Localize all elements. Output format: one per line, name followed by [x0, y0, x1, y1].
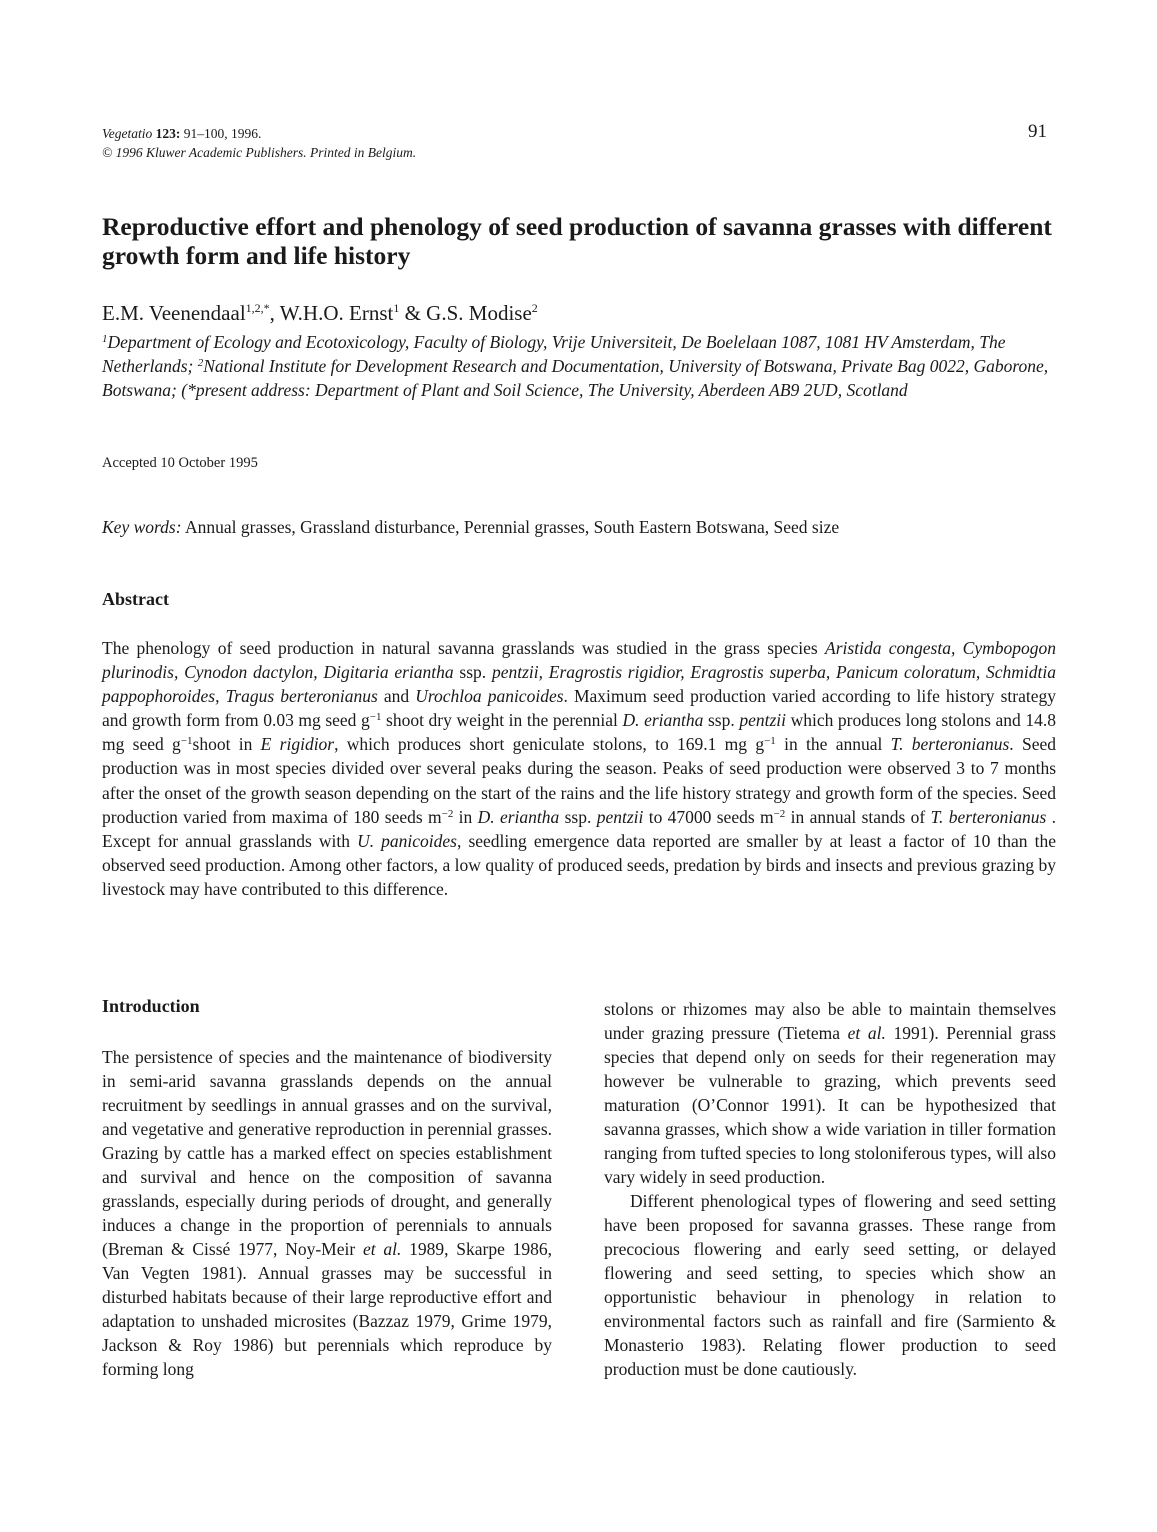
- journal-citation: [102, 124, 416, 162]
- introduction-heading: Introduction: [102, 996, 200, 1016]
- species-name: pentzii, Eragrostis rigidior, Eragrostis superba, Panicum coloratum, Schmidtia pappophoroides, Tragus berteronianus: [102, 662, 1057, 707]
- affiliations: [102, 330, 1060, 402]
- keywords-label: Key words:: [102, 517, 182, 537]
- copyright-line: © 1996 Kluwer Academic Publishers. Printed in Belgium.: [102, 145, 417, 160]
- affil-2: National Institute for Development Research and Documentation, University of Botswana, Private Bag 0022, Gaborone, Botswana; (*present address: Department of Plant and Soil Science, The University, Aberdeen AB9 2UD, Scotland: [102, 356, 1049, 400]
- journal-pages-year: 91–100, 1996.: [180, 126, 262, 141]
- unit-exponent: −1: [369, 711, 382, 724]
- journal-volume: 123:: [155, 126, 181, 141]
- abstract-text: . Maximum seed production varied according to life history strategy and growth form from 0.03 mg seed g: [102, 686, 1057, 731]
- unit-exponent: −1: [764, 735, 776, 748]
- abstract-text: , which produces short geniculate stolons, to 169.1 mg g: [334, 734, 765, 755]
- accepted-date: Accepted 10 October 1995: [102, 455, 258, 471]
- author-1-sup: 1,2,*: [245, 301, 270, 315]
- unit-exponent: −2: [441, 807, 454, 820]
- citation-line: [102, 124, 416, 143]
- affil-1: Department of Ecology and Ecotoxicology, Faculty of Biology, Vrije Universiteit, De Boelelaan 1087, 1081 HV Amsterdam, The Netherlands;: [102, 332, 1006, 376]
- intro-paragraph: Different phenological types of flowering and seed setting have been proposed for savanna grasses. These range from precocious flowering and early seed setting, or delayed flowering and seed setting, to species which show an opportunistic behaviour in phenology in relation to environmental factors such as rainfall and fire (Sarmiento & Monasterio 1983). Relating flower production to seed production must be done cautiously.: [604, 1191, 1056, 1379]
- species-name: pentzii: [596, 806, 644, 827]
- abstract-text: shoot in: [192, 734, 261, 755]
- page-number: 91: [1028, 121, 1047, 142]
- unit-exponent: −2: [773, 807, 786, 820]
- abstract-text: The phenology of seed production in natural savanna grasslands was studied in the grass species: [102, 638, 826, 658]
- author-1: E.M. Veenendaal: [102, 301, 246, 325]
- keywords-text: Annual grasses, Grassland disturbance, Perennial grasses, South Eastern Botswana, Seed size: [181, 517, 840, 537]
- abstract-text: . Seed production was in most species divided over several peaks during the season. Peaks of seed production were observed 3 to 7 months after the onset of the growth season depending on the start of the rains and the life history strategy and growth form of the species. Seed production varied from maxima of 180 seeds m: [102, 734, 1056, 827]
- abstract-heading: Abstract: [102, 589, 169, 609]
- affil-sup-1: 1: [102, 333, 108, 345]
- abstract-body: [102, 636, 1056, 901]
- abstract-text: in the annual: [775, 734, 891, 755]
- species-name: pentzii: [739, 710, 786, 731]
- keywords: [102, 517, 839, 538]
- intro-text: The persistence of species and the maintenance of biodiversity in semi-arid savanna grasslands depends on the annual recruitment by seedlings in annual grasses and on the survival, and vegetative and generative reproduction in perennial grasses. Grazing by cattle has a marked effect on species establishment and survival and hence on the composition of savanna grasslands, especially during periods of drought, and generally induces a change in the proportion of perennials to annuals (Breman & Cissé 1977, Noy-Meir: [102, 1047, 552, 1259]
- unit-exponent: −1: [180, 735, 193, 748]
- abstract-text: ssp.: [703, 710, 740, 731]
- intro-paragraph: [604, 997, 1056, 1189]
- intro-text-italic: et al.: [362, 1239, 402, 1259]
- abstract-text: in: [453, 806, 478, 827]
- abstract-text: shoot dry weight in the perennial: [381, 710, 623, 731]
- intro-text: stolons or rhizomes may also be able to maintain themselves under grazing pressure (Tietema: [604, 999, 1056, 1043]
- abstract-text: . Except for annual grasslands with: [102, 806, 1056, 851]
- abstract-text: in annual stands of: [785, 806, 931, 827]
- abstract-text: ssp.: [453, 662, 492, 683]
- species-name: Aristida congesta, Cymbopogon plurinodis, Cynodon dactylon, Digitaria eriantha: [102, 638, 1056, 683]
- affil-sup-2: 2: [197, 357, 204, 369]
- author-2: , W.H.O. Ernst: [269, 301, 394, 325]
- abstract-text: to 47000 seeds m: [643, 806, 774, 827]
- intro-text-italic: et al.: [847, 1023, 886, 1043]
- article-title: Reproductive effort and phenology of seed production of savanna grasses with different growth form and life history: [102, 212, 1052, 270]
- abstract-text: , seedling emergence data reported are smaller by at least a factor of 10 than the observed seed production. Among other factors, a low quality of produced seeds, predation by birds and insects and previous grazing by livestock may have contributed to this difference.: [102, 830, 1056, 899]
- intro-column-right: [604, 997, 1056, 1381]
- abstract-text: ssp.: [559, 806, 597, 827]
- abstract-text: and: [377, 686, 416, 707]
- species-name: T. berteronianus: [930, 806, 1047, 827]
- intro-column-left: [102, 1045, 552, 1381]
- intro-text: 1991). Perennial grass species that depend only on seeds for their regeneration may however be vulnerable to grazing, which prevents seed maturation (O’Connor 1991). It can be hypothesized that savanna grasses, which show a wide variation in tiller formation ranging from tufted species to long stoloniferous types, will also vary widely in seed production.: [604, 1023, 1056, 1187]
- author-3-sup: 2: [531, 301, 538, 315]
- author-list: [102, 300, 538, 326]
- author-2-sup: 1: [393, 301, 400, 315]
- species-name: Urochloa panicoides: [415, 686, 564, 707]
- author-3: & G.S. Modise: [399, 301, 532, 325]
- abstract-text: which produces long stolons and 14.8 mg seed g: [102, 710, 1057, 755]
- species-name: T. berteronianus: [890, 734, 1010, 755]
- journal-name: Vegetatio: [102, 126, 153, 141]
- species-name: D. eriantha: [477, 806, 560, 827]
- species-name: D. eriantha: [622, 710, 704, 731]
- intro-text: 1989, Skarpe 1986, Van Vegten 1981). Annual grasses may be successful in disturbed habitats because of their large reproductive effort and adaptation to unshaded microsites (Bazzaz 1979, Grime 1979, Jackson & Roy 1986) but perennials which reproduce by forming long: [102, 1239, 552, 1379]
- species-name: E rigidior: [260, 734, 335, 755]
- species-name: U. panicoides: [357, 830, 457, 851]
